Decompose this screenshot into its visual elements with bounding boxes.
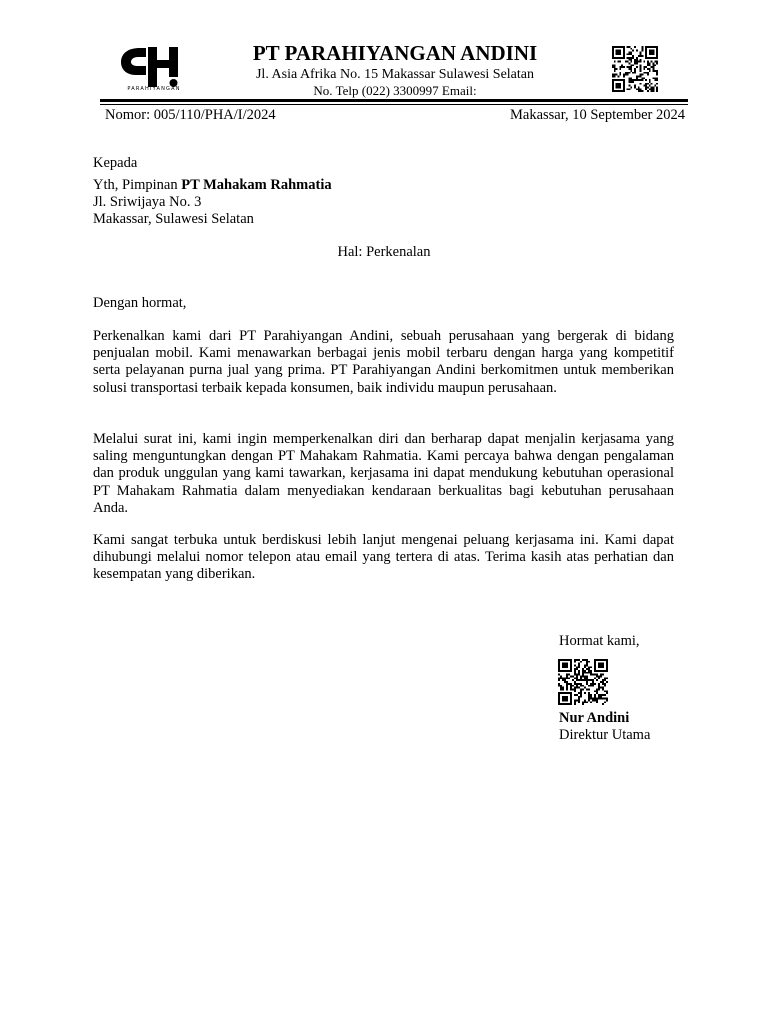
recipient-street: Jl. Sriwijaya No. 3 xyxy=(93,194,202,210)
company-address: Jl. Asia Afrika No. 15 Makassar Sulawesi Selatan xyxy=(255,67,534,82)
recipient-company: PT Mahakam Rahmatia xyxy=(181,177,332,193)
greeting: Dengan hormat, xyxy=(93,295,187,311)
recipient-to: Kepada xyxy=(93,155,138,171)
company-phone: No. Telp (022) 3300997 Email: xyxy=(313,83,477,98)
logo-text: PARAHIYANGAN xyxy=(127,86,181,92)
recipient-prefix: Yth, Pimpinan xyxy=(93,177,182,193)
company-name: PT PARAHIYANGAN ANDINI xyxy=(252,41,538,65)
recipient-city: Makassar, Sulawesi Selatan xyxy=(93,211,254,227)
recipient-line xyxy=(93,177,332,195)
letter-number: Nomor: 005/110/PHA/I/2024 xyxy=(105,107,276,123)
ph-logo-mark xyxy=(118,44,190,88)
letterhead-divider-thin xyxy=(100,104,688,105)
body-paragraph-1: Perkenalkan kami dari PT Parahiyangan Andini, sebuah perusahaan yang bergerak di bidang penjualan mobil. Kami menawarkan berbagai jenis mobil terbaru dengan harga yang kompetitif serta pelayanan purna jual yang prima. PT Parahiyangan Andini berkomitmen untuk memberikan solusi transportasi terbaik kepada konsumen, baik individu maupun perusahaan. xyxy=(93,328,674,396)
signature-qr-code-icon xyxy=(558,659,608,710)
body-paragraph-3: Kami sangat terbuka untuk berdiskusi lebih lanjut mengenai peluang kerjasama ini. Kami dapat dihubungi melalui nomor telepon atau email yang tertera di atas. Terima kasih atas perhatian dan kesempatan yang diberikan. xyxy=(93,532,674,583)
signatory-name-text: Nur Andini xyxy=(559,710,630,726)
company-contact xyxy=(195,83,595,99)
letter-date: Makassar, 10 September 2024 xyxy=(510,107,685,123)
signature-closing: Hormat kami, xyxy=(559,633,640,649)
letterhead-divider-thick xyxy=(100,99,688,102)
company-logo xyxy=(118,44,190,94)
signatory-title: Direktur Utama xyxy=(559,727,651,743)
signatory-name xyxy=(559,710,629,728)
qr-code-icon xyxy=(612,46,658,97)
letter-subject: Hal: Perkenalan xyxy=(337,244,431,260)
body-paragraph-2: Melalui surat ini, kami ingin memperkenalkan diri dan berharap dapat menjalin kerjasama yang saling menguntungkan dengan PT Mahakam Rahmatia. Kami percaya bahwa dengan pengalaman dan produk unggulan yang kami tawarkan, kerjasama ini dapat mendukung kebutuhan operasional PT Mahakam Rahmatia dalam menyediakan kendaraan berkualitas bagi kebutuhan perusahaan Anda. xyxy=(93,431,674,516)
